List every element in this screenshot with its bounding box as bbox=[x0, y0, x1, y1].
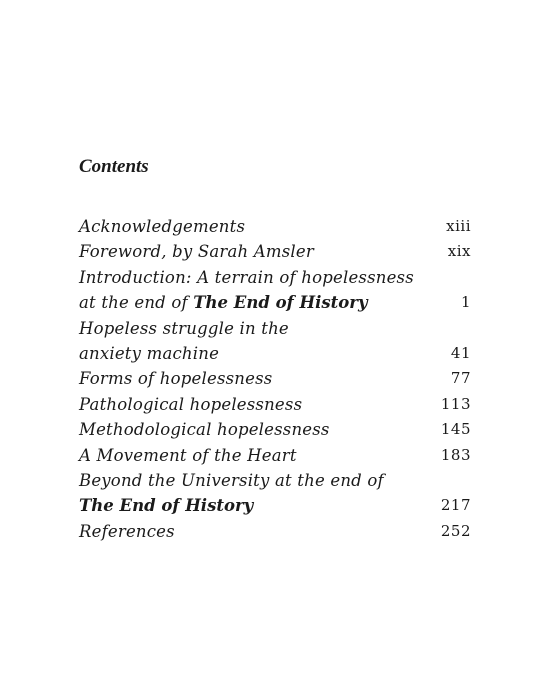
toc-entry-page: xiii bbox=[446, 217, 471, 235]
toc-entry-title: A Movement of the Heart bbox=[79, 445, 297, 465]
toc-entry-introduction-line-2[interactable] bbox=[79, 290, 471, 315]
toc-entry-title-continued: anxiety machine bbox=[79, 343, 220, 363]
toc-entry-title-continued bbox=[79, 293, 368, 312]
toc-entry-beyond-the-university-line-1[interactable] bbox=[79, 468, 471, 493]
toc-entry-page: 217 bbox=[440, 496, 471, 515]
toc-entry-page: 1 bbox=[460, 293, 471, 312]
toc-entry-introduction-line-1[interactable] bbox=[79, 265, 471, 290]
toc-entry-title: References bbox=[79, 521, 175, 541]
toc-entry-movement-of-the-heart[interactable] bbox=[79, 443, 471, 468]
toc-entry-title: Introduction: A terrain of hopelessness bbox=[79, 267, 414, 287]
toc-entry-page: 77 bbox=[450, 369, 471, 388]
toc-entry-page: 113 bbox=[440, 394, 471, 413]
toc-entry-acknowledgements[interactable] bbox=[79, 214, 471, 239]
toc-entry-references[interactable] bbox=[79, 519, 471, 544]
toc-entry-title: Forms of hopelessness bbox=[79, 369, 273, 389]
toc-entry-foreword[interactable] bbox=[79, 239, 471, 264]
toc-entry-title: Foreword, by Sarah Amsler bbox=[79, 242, 314, 262]
toc-entry-page: 145 bbox=[440, 420, 471, 439]
toc-entry-title: Beyond the University at the end of bbox=[79, 470, 384, 490]
toc-entry-title: Acknowledgements bbox=[79, 217, 246, 236]
toc-entry-methodological-hopelessness[interactable] bbox=[79, 417, 471, 442]
toc-entry-pathological-hopelessness[interactable] bbox=[79, 392, 471, 417]
toc-entry-title-bold: The End of History bbox=[79, 496, 254, 516]
toc-entry-title-continued bbox=[79, 496, 253, 515]
table-of-contents bbox=[79, 214, 471, 544]
toc-entry-title: Hopeless struggle in the bbox=[79, 318, 289, 338]
toc-entry-forms-of-hopelessness[interactable] bbox=[79, 366, 471, 391]
toc-entry-hopeless-struggle-line-2[interactable] bbox=[79, 341, 471, 366]
toc-entry-title-bold: The End of History bbox=[193, 293, 368, 313]
toc-entry-title: Pathological hopelessness bbox=[79, 394, 303, 414]
toc-entry-hopeless-struggle-line-1[interactable] bbox=[79, 316, 471, 341]
toc-entry-page: 252 bbox=[440, 521, 471, 540]
toc-entry-beyond-the-university-line-2[interactable] bbox=[79, 493, 471, 518]
toc-entry-page: 41 bbox=[450, 343, 471, 362]
toc-entry-title: Methodological hopelessness bbox=[79, 420, 330, 440]
toc-entry-page: 183 bbox=[440, 445, 471, 464]
contents-heading: Contents bbox=[79, 156, 149, 177]
toc-entry-title-prefix: at the end of bbox=[79, 293, 194, 313]
toc-entry-page: xix bbox=[447, 242, 471, 261]
